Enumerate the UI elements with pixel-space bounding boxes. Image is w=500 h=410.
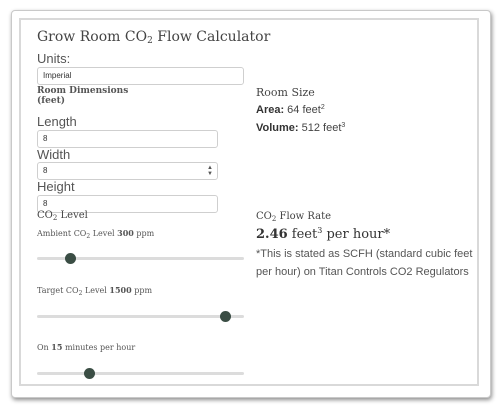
- area-label: Area:: [256, 104, 285, 116]
- flow-rate-unit-rest: per hour*: [322, 227, 391, 242]
- co2-level-heading: [37, 210, 88, 222]
- target-unit: ppm: [131, 286, 153, 295]
- width-label: Width: [37, 147, 71, 162]
- on-label-post: minutes per hour: [62, 343, 136, 352]
- flow-rate-value: [256, 226, 390, 242]
- volume-value: 512 feet: [298, 122, 342, 134]
- title-text: Grow Room CO: [37, 29, 148, 45]
- units-label: Units:: [37, 51, 71, 66]
- number-stepper-icon[interactable]: ▲ ▼: [207, 165, 213, 177]
- flow-rate-number: 2.46: [256, 227, 288, 242]
- units-select[interactable]: Imperial: [37, 67, 244, 85]
- length-input[interactable]: 8: [37, 130, 218, 148]
- target-label-sub: 2: [78, 290, 83, 297]
- target-label-post: Level: [82, 286, 110, 295]
- width-value: 8: [43, 166, 48, 175]
- flow-rate-note: *This is stated as SCFH (standard cubic feet per hour) on Titan Controls CO2 Regulators: [256, 248, 473, 278]
- area-readout: [256, 104, 325, 116]
- flow-rate-heading-sub: 2: [271, 215, 277, 223]
- co2-level-heading-text: CO: [37, 210, 53, 221]
- on-label-pre: On: [37, 343, 52, 352]
- on-minutes-label: [37, 342, 135, 352]
- on-value: 15: [51, 342, 63, 352]
- room-dimensions-heading-line1: Room Dimensions: [37, 86, 129, 96]
- ambient-unit: ppm: [133, 229, 155, 238]
- co2-level-heading-sub: 2: [52, 214, 58, 222]
- area-superscript: 2: [320, 104, 325, 111]
- target-co2-label: [37, 285, 152, 297]
- flow-rate-heading-rest: Flow Rate: [276, 211, 332, 222]
- on-minutes-slider-thumb[interactable]: [84, 368, 95, 379]
- ambient-value: 300: [117, 228, 134, 238]
- volume-label: Volume:: [256, 122, 299, 134]
- height-input[interactable]: 8: [37, 195, 218, 213]
- flow-rate-unit: feet: [287, 227, 318, 242]
- co2-level-heading-rest: Level: [57, 210, 88, 221]
- ambient-co2-label: [37, 228, 154, 240]
- flow-rate-unit-superscript: 3: [317, 226, 323, 235]
- ambient-label-sub: 2: [86, 233, 91, 240]
- calculator-title: [37, 29, 270, 46]
- ambient-co2-slider[interactable]: [37, 257, 244, 260]
- area-value: 64 feet: [284, 104, 321, 116]
- height-label: Height: [37, 179, 75, 194]
- room-dimensions-heading: [37, 86, 128, 106]
- length-label: Length: [37, 114, 77, 129]
- flow-rate-heading-text: CO: [256, 211, 272, 222]
- ambient-label-pre: Ambient CO: [37, 229, 87, 238]
- width-input[interactable]: [37, 162, 218, 180]
- ambient-label-post: Level: [90, 229, 118, 238]
- target-co2-slider[interactable]: [37, 315, 244, 318]
- on-minutes-slider[interactable]: [37, 372, 244, 375]
- room-size-heading: Room Size: [256, 86, 315, 99]
- volume-superscript: 3: [341, 122, 346, 129]
- room-dimensions-heading-line2: (feet): [37, 96, 65, 106]
- target-value: 1500: [109, 285, 132, 295]
- volume-readout: [256, 122, 345, 134]
- title-text-rest: Flow Calculator: [152, 29, 271, 45]
- target-label-pre: Target CO: [37, 286, 79, 295]
- title-subscript: 2: [147, 36, 153, 46]
- flow-rate-heading: [256, 211, 331, 223]
